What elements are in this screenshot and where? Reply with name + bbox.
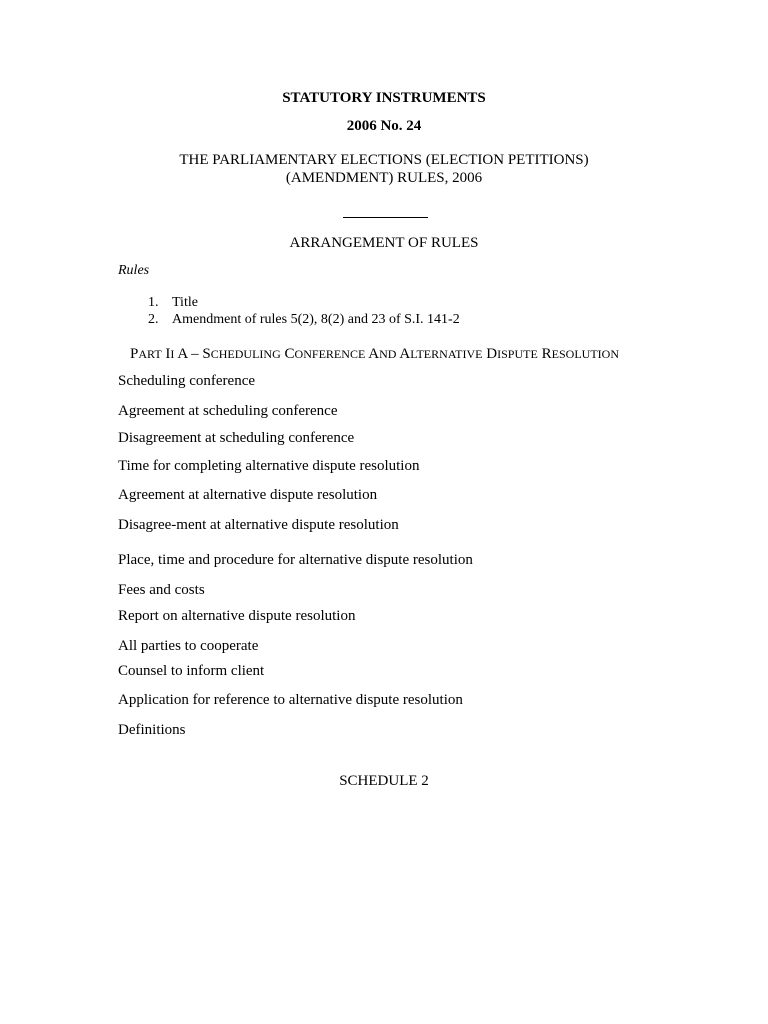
schedule-heading: SCHEDULE 2 bbox=[339, 773, 429, 789]
toc-item-2 bbox=[148, 311, 460, 329]
part-entry: Application for reference to alternative dispute resolution bbox=[118, 692, 463, 708]
document-title: STATUTORY INSTRUMENTS bbox=[282, 90, 486, 106]
part-entry: Disagree-ment at alternative dispute resolution bbox=[118, 517, 399, 533]
toc-item-text: Title bbox=[172, 295, 198, 310]
act-title-line-1: THE PARLIAMENTARY ELECTIONS (ELECTION PETITIONS) bbox=[179, 152, 589, 168]
arrangement-heading: ARRANGEMENT OF RULES bbox=[289, 235, 479, 251]
title-divider bbox=[343, 217, 428, 218]
part-entry: Agreement at alternative dispute resolution bbox=[118, 487, 378, 503]
part-entry: Fees and costs bbox=[118, 582, 205, 598]
part-entry: Time for completing alternative dispute resolution bbox=[118, 458, 420, 474]
instrument-number: 2006 No. 24 bbox=[346, 118, 422, 134]
part-heading-text: PART II A – SCHEDULING CONFERENCE AND ALTERNATIVE DISPUTE RESOLUTION bbox=[130, 346, 620, 362]
toc-item-number: 2. bbox=[148, 312, 159, 327]
toc-item-1 bbox=[148, 294, 198, 312]
part-entry: Definitions bbox=[118, 722, 186, 738]
part-entry: All parties to cooperate bbox=[118, 638, 259, 654]
part-heading bbox=[130, 345, 619, 363]
part-entry: Place, time and procedure for alternative dispute resolution bbox=[118, 552, 473, 568]
part-entry: Agreement at scheduling conference bbox=[118, 403, 338, 419]
toc-item-text: Amendment of rules 5(2), 8(2) and 23 of S.I. 141-2 bbox=[172, 312, 460, 327]
toc-item-number: 1. bbox=[148, 295, 159, 310]
part-entry: Report on alternative dispute resolution bbox=[118, 608, 356, 624]
part-entry: Disagreement at scheduling conference bbox=[118, 430, 355, 446]
part-entry: Scheduling conference bbox=[118, 373, 256, 389]
rules-label: Rules bbox=[118, 263, 150, 278]
act-title-line-2: (AMENDMENT) RULES, 2006 bbox=[285, 170, 483, 186]
part-entry: Counsel to inform client bbox=[118, 663, 265, 679]
